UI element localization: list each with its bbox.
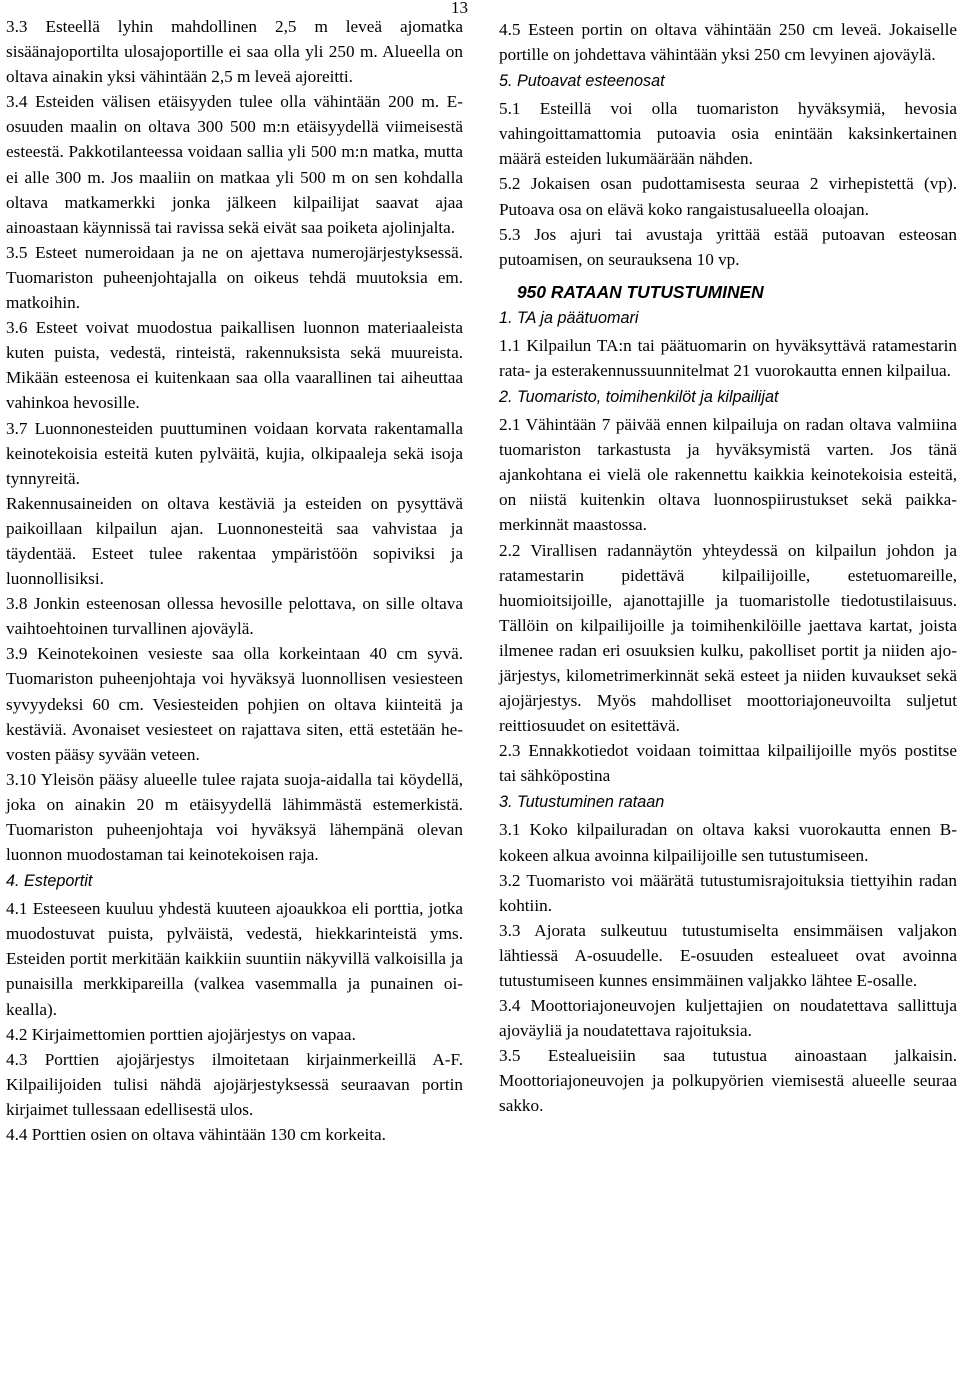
right-text-column — [499, 17, 957, 1119]
paragraph: 3.4 Moottoriajoneuvojen kuljettajien on noudatettava sallittuja ajoväyliä ja noudatettava rajoituksia. — [499, 996, 957, 1041]
paragraph: 5.1 Esteillä voi olla tuomariston hyväksymiä, hevosia vahingoittamattomia putoavia osia enintään kaksinkertainen määrä esteiden lukumäärään nähden. — [499, 99, 957, 169]
paragraph: 3.4 Esteiden välisen etäisyyden tulee olla vähintään 200 m. E-osuuden maalin on oltava 300 500 m:n etäisyydellä viimeisestä esteestä. Pakkotilanteessa voidaan sallia yli 500 m:n matka, mutta ei alle 300 m. Jos maaliin on matkaa yli 500 m on sen kohdalla oltava matkamerkki jonka jälkeen kilpailijat saavat ajaa ainoastaan käynnissä tai ravissa sekä eivät saa poiketa ajolinjalta. — [6, 92, 463, 237]
paragraph: 3.6 Esteet voivat muodostua paikallisen luonnon materiaaleista kuten puista, vedestä, rinteistä, rakennuksista sekä muureista. Mikään esteenosa ei kuitenkaan saa olla vaarallinen tai aiheuttaa vahinkoa hevosille. — [6, 318, 463, 413]
subsection-heading: 3. Tutustuminen rataan — [499, 793, 665, 812]
paragraph: Rakennusaineiden on oltava kestäviä ja esteiden on pysyttävä paikoillaan kilpailun ajan. Luonnonesteitä saa vahvistaa ja täydentää. Esteet tulee rakentaa ympäristöön sopiviksi ja luonnollisiksi. — [6, 493, 463, 589]
paragraph: 4.5 Esteen portin on oltava vähintään 250 cm leveä. Jokaiselle portille on johdettava vähintään yksi 250 cm levyinen ajoväylä. — [499, 20, 957, 65]
paragraph: 3.9 Keinotekoinen vesieste saa olla korkeintaan 40 cm syvä. Tuomariston puheenjohtaja voi hyväksyä luonnollisen vesiesteen syvyydeksi 60 cm. Vesiesteiden pohjien on oltava kiinteitä ja kestäviä. Avonaiset vesiesteet on rajattava siten, että estetään hevosten pääsy syvään veteen. — [6, 644, 463, 764]
paragraph: 3.10 Yleisön pääsy alueelle tulee rajata suoja-aidalla tai köydellä, joka on ainakin 20 m etäisyydellä lähimmästä estemerkistä. Tuomariston puheenjohtaja voi hyväksyä lähempänä olevan luonnon muodostaman tai keinotekoisen raja. — [6, 769, 463, 865]
paragraph: 3.2 Tuomaristo voi määrätä tutustumisrajoituksia tiettyihin radan kohtiin. — [499, 870, 957, 915]
subsection-heading: 2. Tuomaristo, toimihenkilöt ja kilpailijat — [499, 388, 779, 407]
paragraph: 3.3 Esteellä lyhin mahdollinen 2,5 m leveä ajomatka sisäänajoportilta ulosajoportille ei saa olla yli 250 m. Alueella on oltava ainakin yksi vähintään 2,5 m leveä ajoreitti. — [6, 17, 463, 87]
paragraph: 3.8 Jonkin esteenosan ollessa hevosille pelottava, on sille oltava vaihtoehtoinen turvallinen ajoväylä. — [6, 594, 463, 639]
subsection-heading: 4. Esteportit — [6, 872, 93, 891]
paragraph: 3.5 Esteet numeroidaan ja ne on ajettava numerojärjestyksessä. Tuomariston puheenjohtajalla on oikeus tehdä muutoksia em. matkoihin. — [6, 242, 463, 313]
paragraph: 4.1 Esteeseen kuuluu yhdestä kuuteen ajoaukkoa eli porttia, jotka muodostuvat puista, pylväistä, vedestä, hiekkarinteistä yms. Esteiden portit merkitään kaikkiin suuntiin näkyvillä valkoisilla ja punaisilla merkkipareilla (valkea vasemmalla ja punainen oikealla). — [6, 899, 463, 1019]
paragraph: 3.3 Ajorata sulkeutuu tutustumiselta ensimmäisen valjakon lähtiessä A-osuudelle. E-osuuden estealueet ovat avoinna tutustumiseen kunnes ensimmäinen valjakko lähtee E-osalle. — [499, 920, 957, 990]
paragraph: 4.2 Kirjaimettomien porttien ajojärjestys on vapaa. — [6, 1024, 356, 1044]
paragraph: 1.1 Kilpailun TA:n tai päätuomarin on hyväksyttävä ratamestarin rata- ja esterakennussuunnitelmat 21 vuorokautta ennen kilpailua. — [499, 335, 957, 380]
paragraph: 4.3 Porttien ajojärjestys ilmoitetaan kirjainmerkeillä A-F. Kilpailijoiden tulisi nähdä ajojärjestyksessä seuraavan portin kirjaimet tullessaan edellisestä ulos. — [6, 1049, 463, 1119]
subsection-heading: 1. TA ja päätuomari — [499, 308, 639, 327]
paragraph: 3.5 Estealueisiin saa tutustua ainoastaan jalkaisin. Moottoriajoneuvojen ja polkupyörien viemisestä alueelle seuraa sakko. — [499, 1046, 957, 1116]
paragraph: 2.1 Vähintään 7 päivää ennen kilpailuja on radan oltava valmiina tuomariston tarkastusta ja hyväksymistä varten. Jos tänä ajankohtana ei vielä ole rakennettu kaikkia keinotekoisia esteitä, on niistä kuitenkin oltava luonnospiirustukset sekä paikkamerkinnät maastossa. — [499, 415, 957, 535]
paragraph: 3.1 Koko kilpailuradan on oltava kaksi vuorokautta ennen B-kokeen alkua avoinna kilpailijoille sen tutustumiseen. — [499, 820, 957, 865]
paragraph: 5.3 Jos ajuri tai avustaja yrittää estää putoavan esteosan putoamisen, on seurauksena 10 vp. — [499, 224, 957, 269]
section-heading: 950 RATAAN TUTUSTUMINEN — [517, 281, 764, 302]
paragraph: 2.3 Ennakkotiedot voidaan toimittaa kilpailijoille myös postitse tai sähköpostina — [499, 741, 957, 786]
paragraph: 5.2 Jokaisen osan pudottamisesta seuraa 2 virhepistettä (vp). Putoava osa on elävä koko rangaistusalueella oloajan. — [499, 174, 957, 219]
page-number: 13 — [451, 0, 468, 17]
subsection-heading: 5. Putoavat esteenosat — [499, 72, 665, 91]
paragraph: 2.2 Virallisen radannäytön yhteydessä on kilpailun johdon ja ratamestarin pidettävä kilpailijoille, estetuomareille, huomioitsijoille, ajanottajille ja tuomaristolle tiedotustilaisuus. Tällöin on kilpailijoille ja toimihenkilöille jaettava kartat, joista ilmenee radan eri osuuksien kulku, pakolliset portit ja niiden ajojärjestys, kilometrimerkinnät sekä esteet ja niiden kuvaukset sekä ajojärjestys. Myös mahdolliset moottoriajoneuvoilta suljetut reittiosuudet on esitettävä. — [499, 540, 957, 736]
paragraph: 3.7 Luonnonesteiden puuttuminen voidaan korvata rakentamalla keinotekoisia esteitä kuten pylväitä, kujia, olkipaaleja sekä isoja tynnyreitä. — [6, 418, 463, 488]
left-text-column — [6, 14, 463, 1147]
paragraph: 4.4 Porttien osien on oltava vähintään 130 cm korkeita. — [6, 1125, 386, 1145]
